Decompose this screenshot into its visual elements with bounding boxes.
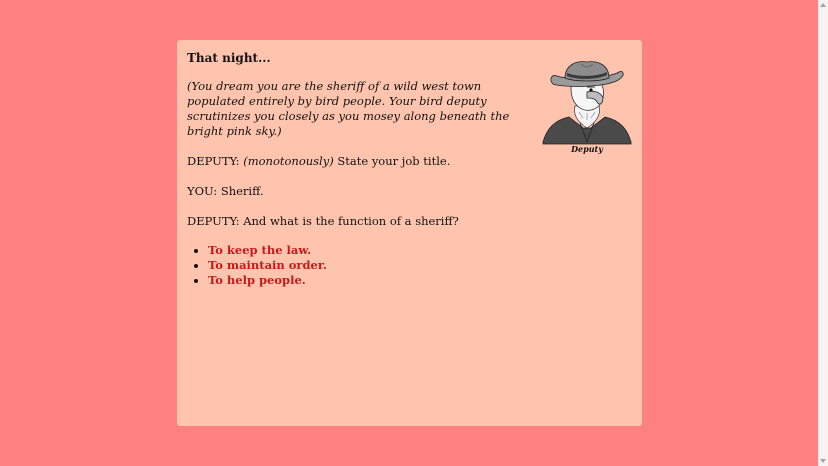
- choice-item: [208, 273, 632, 288]
- intro-paragraph: (You dream you are the sheriff of a wild west town populated entirely by bird people. Your bird deputy scrutinizes you closely as you mosey along beneath the bright pink sky.): [187, 79, 510, 138]
- scroll-down-icon[interactable]: [820, 459, 826, 463]
- choice-item: [208, 243, 632, 258]
- dialogue-line-2: [187, 184, 522, 199]
- speaker-label: DEPUTY:: [187, 214, 240, 228]
- dialogue-line-3: [187, 214, 522, 229]
- dialogue-text: Sheriff.: [220, 184, 264, 198]
- speaker-label: DEPUTY:: [187, 154, 240, 168]
- vertical-scrollbar[interactable]: [818, 0, 828, 466]
- portrait-caption: Deputy: [571, 144, 603, 154]
- deputy-portrait-icon: [541, 58, 633, 154]
- choice-help-people-link[interactable]: To help people.: [208, 273, 306, 287]
- choice-keep-the-law-link[interactable]: To keep the law.: [208, 243, 312, 257]
- choice-maintain-order-link[interactable]: To maintain order.: [208, 258, 327, 272]
- passage-heading: That night...: [187, 51, 271, 65]
- story-panel: [177, 40, 642, 426]
- dialogue-text: State your job title.: [337, 154, 451, 168]
- stage-direction: (monotonously): [243, 154, 334, 168]
- choice-item: [208, 258, 632, 273]
- choice-list: [187, 243, 632, 288]
- dialogue-text: And what is the function of a sheriff?: [243, 214, 459, 228]
- dialogue-line-1: [187, 154, 522, 169]
- scroll-up-icon[interactable]: [820, 3, 826, 7]
- speaker-label: YOU:: [187, 184, 218, 198]
